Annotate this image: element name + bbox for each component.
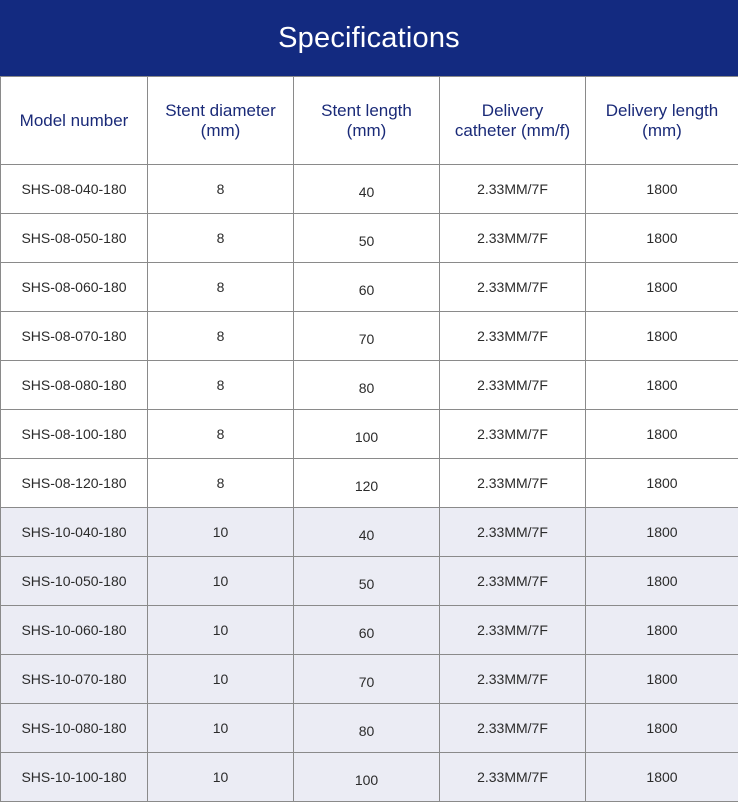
- header-delivery-length: [586, 77, 738, 165]
- header-row: [1, 77, 738, 165]
- header-diameter-line2: (mm): [201, 121, 241, 140]
- cell-catheter: 2.33MM/7F: [440, 606, 586, 655]
- cell-model: SHS-10-050-180: [1, 557, 148, 606]
- cell-model: SHS-08-060-180: [1, 263, 148, 312]
- cell-length: [294, 508, 440, 557]
- cell-length: [294, 312, 440, 361]
- cell-diameter: 10: [148, 606, 294, 655]
- cell-delivery-length: 1800: [586, 263, 738, 312]
- cell-catheter: 2.33MM/7F: [440, 557, 586, 606]
- cell-length-value: 60: [359, 625, 375, 641]
- table-row: [1, 410, 738, 459]
- header-delivery-length-line2: (mm): [642, 121, 682, 140]
- table-row: [1, 753, 738, 802]
- header-model-label: Model number: [20, 111, 129, 130]
- cell-catheter: 2.33MM/7F: [440, 410, 586, 459]
- header-delivery-catheter: [440, 77, 586, 165]
- cell-diameter: 8: [148, 410, 294, 459]
- cell-diameter: 10: [148, 557, 294, 606]
- cell-catheter: 2.33MM/7F: [440, 704, 586, 753]
- cell-diameter: 10: [148, 655, 294, 704]
- cell-model: SHS-08-100-180: [1, 410, 148, 459]
- cell-length-value: 80: [359, 723, 375, 739]
- cell-catheter: 2.33MM/7F: [440, 459, 586, 508]
- table-row: [1, 459, 738, 508]
- cell-length: [294, 704, 440, 753]
- cell-model: SHS-10-080-180: [1, 704, 148, 753]
- page-title: Specifications: [278, 22, 460, 55]
- cell-length: [294, 753, 440, 802]
- header-delivery-length-line1: Delivery length: [606, 101, 718, 120]
- cell-diameter: 10: [148, 508, 294, 557]
- cell-diameter: 8: [148, 263, 294, 312]
- table-row: [1, 263, 738, 312]
- table-row: [1, 704, 738, 753]
- cell-delivery-length: 1800: [586, 704, 738, 753]
- cell-delivery-length: 1800: [586, 214, 738, 263]
- cell-length-value: 60: [359, 282, 375, 298]
- cell-catheter: 2.33MM/7F: [440, 508, 586, 557]
- header-model-number: [1, 77, 148, 165]
- table-row: [1, 606, 738, 655]
- cell-length: [294, 263, 440, 312]
- title-bar: [0, 0, 738, 76]
- header-catheter-line1: Delivery: [482, 101, 543, 120]
- cell-catheter: 2.33MM/7F: [440, 312, 586, 361]
- cell-length: [294, 655, 440, 704]
- cell-catheter: 2.33MM/7F: [440, 165, 586, 214]
- cell-delivery-length: 1800: [586, 165, 738, 214]
- cell-delivery-length: 1800: [586, 508, 738, 557]
- header-stent-length: [294, 77, 440, 165]
- table-row: [1, 557, 738, 606]
- cell-length: [294, 557, 440, 606]
- cell-length-value: 40: [359, 527, 375, 543]
- cell-length: [294, 361, 440, 410]
- header-stent-diameter: [148, 77, 294, 165]
- cell-length-value: 40: [359, 184, 375, 200]
- header-length-line1: Stent length: [321, 101, 412, 120]
- cell-delivery-length: 1800: [586, 410, 738, 459]
- table-row: [1, 165, 738, 214]
- cell-length: [294, 606, 440, 655]
- cell-model: SHS-10-060-180: [1, 606, 148, 655]
- cell-model: SHS-08-070-180: [1, 312, 148, 361]
- cell-delivery-length: 1800: [586, 753, 738, 802]
- cell-model: SHS-08-120-180: [1, 459, 148, 508]
- cell-catheter: 2.33MM/7F: [440, 263, 586, 312]
- cell-delivery-length: 1800: [586, 312, 738, 361]
- cell-delivery-length: 1800: [586, 557, 738, 606]
- cell-length-value: 50: [359, 233, 375, 249]
- cell-diameter: 8: [148, 459, 294, 508]
- cell-model: SHS-08-050-180: [1, 214, 148, 263]
- cell-length-value: 100: [355, 772, 378, 788]
- header-catheter-line2: catheter (mm/f): [455, 121, 570, 140]
- cell-model: SHS-10-070-180: [1, 655, 148, 704]
- cell-diameter: 8: [148, 361, 294, 410]
- cell-length-value: 70: [359, 331, 375, 347]
- cell-length: [294, 410, 440, 459]
- cell-delivery-length: 1800: [586, 606, 738, 655]
- cell-length: [294, 459, 440, 508]
- cell-catheter: 2.33MM/7F: [440, 214, 586, 263]
- table-row: [1, 361, 738, 410]
- cell-diameter: 10: [148, 753, 294, 802]
- cell-model: SHS-10-100-180: [1, 753, 148, 802]
- cell-catheter: 2.33MM/7F: [440, 361, 586, 410]
- cell-model: SHS-08-080-180: [1, 361, 148, 410]
- cell-length: [294, 214, 440, 263]
- cell-length-value: 80: [359, 380, 375, 396]
- cell-length-value: 100: [355, 429, 378, 445]
- cell-delivery-length: 1800: [586, 655, 738, 704]
- cell-delivery-length: 1800: [586, 361, 738, 410]
- cell-diameter: 8: [148, 214, 294, 263]
- cell-length: [294, 165, 440, 214]
- cell-catheter: 2.33MM/7F: [440, 753, 586, 802]
- header-length-line2: (mm): [347, 121, 387, 140]
- cell-length-value: 70: [359, 674, 375, 690]
- cell-model: SHS-08-040-180: [1, 165, 148, 214]
- cell-catheter: 2.33MM/7F: [440, 655, 586, 704]
- cell-model: SHS-10-040-180: [1, 508, 148, 557]
- cell-diameter: 8: [148, 165, 294, 214]
- table-row: [1, 214, 738, 263]
- cell-diameter: 10: [148, 704, 294, 753]
- table-row: [1, 655, 738, 704]
- cell-delivery-length: 1800: [586, 459, 738, 508]
- cell-length-value: 50: [359, 576, 375, 592]
- table-row: [1, 312, 738, 361]
- header-diameter-line1: Stent diameter: [165, 101, 276, 120]
- table-row: [1, 508, 738, 557]
- cell-length-value: 120: [355, 478, 378, 494]
- specifications-table: [0, 76, 738, 802]
- cell-diameter: 8: [148, 312, 294, 361]
